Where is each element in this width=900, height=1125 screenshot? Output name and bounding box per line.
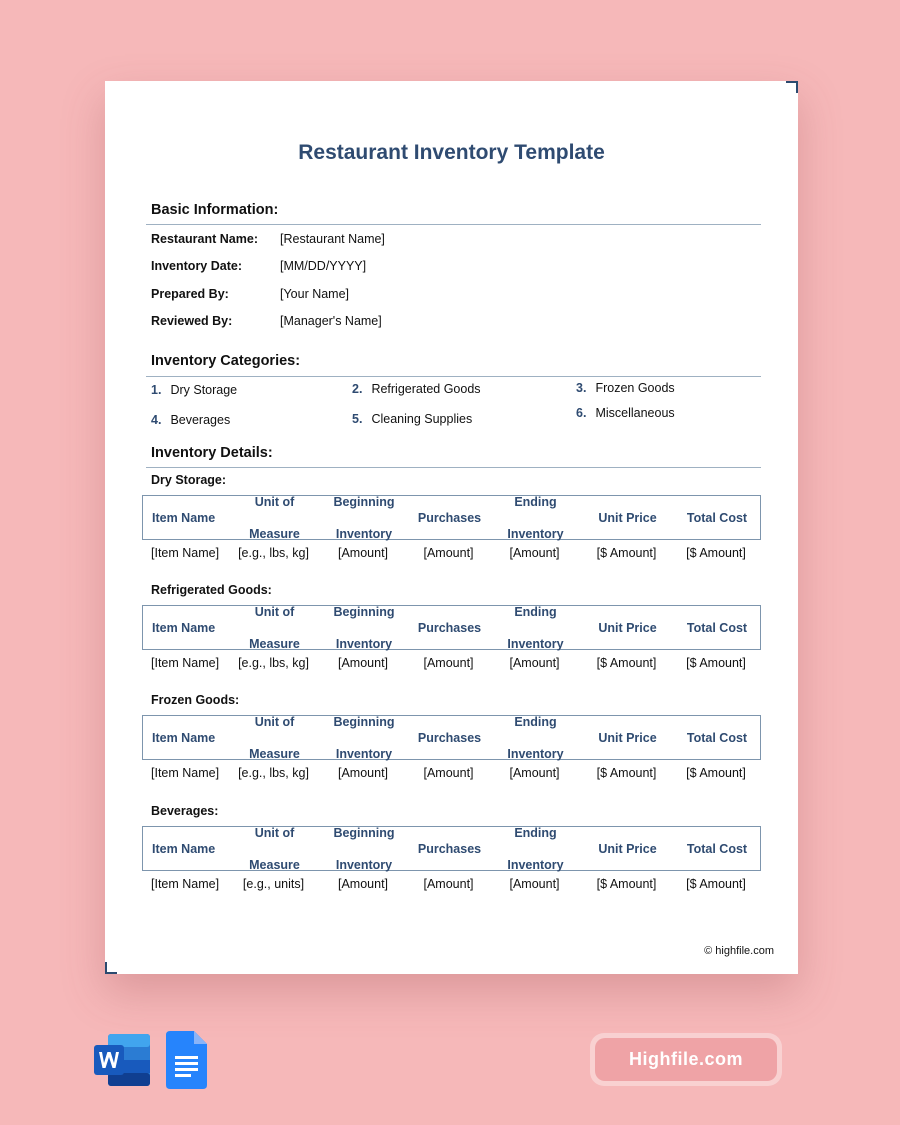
- category-number: 2.: [352, 382, 363, 396]
- category-number: 6.: [576, 406, 587, 420]
- category-label: Miscellaneous: [595, 406, 675, 420]
- field-label: Prepared By:: [151, 287, 229, 301]
- field-label: Restaurant Name:: [151, 232, 258, 246]
- column-header: Beginning Inventory: [333, 714, 395, 761]
- category-number: 5.: [352, 412, 363, 426]
- field-value: [Manager's Name]: [280, 314, 382, 328]
- category-item: [352, 382, 481, 396]
- category-label: Dry Storage: [170, 383, 238, 397]
- table-cell: [$ Amount]: [686, 656, 746, 670]
- google-docs-icon: [166, 1031, 207, 1089]
- table-cell: [Amount]: [509, 877, 560, 891]
- column-header: Unit Price: [598, 510, 657, 525]
- field-label: Inventory Date:: [151, 259, 242, 273]
- column-header: Ending Inventory: [507, 494, 564, 541]
- column-header: Unit of Measure: [249, 604, 300, 651]
- brand-badge[interactable]: [590, 1033, 782, 1086]
- table-row: [142, 766, 759, 784]
- field-label: Reviewed By:: [151, 314, 233, 328]
- table-cell: [e.g., lbs, kg]: [238, 656, 309, 670]
- category-number: 1.: [151, 383, 162, 397]
- column-header: Item Name: [152, 730, 216, 745]
- table-cell: [Amount]: [337, 877, 389, 891]
- category-label: Refrigerated Goods: [371, 382, 481, 396]
- table-cell: [$ Amount]: [596, 766, 657, 780]
- table-cell: [Amount]: [423, 656, 474, 670]
- divider: [146, 224, 761, 225]
- table-header: [142, 605, 761, 650]
- divider: [146, 376, 761, 377]
- category-label: Cleaning Supplies: [371, 412, 473, 426]
- basic-info-heading: Basic Information:: [151, 202, 279, 218]
- table-cell: [Amount]: [423, 877, 474, 891]
- section-title-refrigerated-goods: Refrigerated Goods:: [151, 583, 272, 597]
- category-item: [151, 383, 237, 397]
- column-header: Beginning Inventory: [333, 494, 395, 541]
- category-item: [576, 381, 675, 395]
- table-cell: [$ Amount]: [686, 546, 746, 560]
- column-header: Unit of Measure: [249, 494, 300, 541]
- category-item: [576, 406, 675, 420]
- column-header: Total Cost: [686, 620, 748, 635]
- field-value: [MM/DD/YYYY]: [280, 259, 367, 273]
- table-cell: [e.g., lbs, kg]: [238, 546, 309, 560]
- table-row: [142, 546, 759, 564]
- table-cell: [Item Name]: [151, 766, 220, 780]
- category-item: [151, 413, 230, 427]
- category-number: 4.: [151, 413, 162, 427]
- column-header: Item Name: [152, 620, 216, 635]
- table-cell: [Amount]: [337, 656, 389, 670]
- table-cell: [$ Amount]: [596, 877, 657, 891]
- column-header: Total Cost: [686, 510, 748, 525]
- table-cell: [e.g., units]: [242, 877, 305, 891]
- corner-mark: [105, 962, 117, 974]
- column-header: Total Cost: [686, 841, 748, 856]
- brand-label: Highfile.com: [595, 1038, 777, 1081]
- table-cell: [$ Amount]: [596, 546, 657, 560]
- category-label: Frozen Goods: [595, 381, 675, 395]
- table-cell: [$ Amount]: [686, 766, 746, 780]
- divider: [146, 467, 761, 468]
- table-cell: [Amount]: [509, 546, 560, 560]
- table-cell: [$ Amount]: [686, 877, 746, 891]
- table-header: [142, 826, 761, 871]
- column-header: Unit Price: [598, 620, 657, 635]
- table-cell: [Amount]: [509, 766, 560, 780]
- table-cell: [Amount]: [509, 656, 560, 670]
- table-cell: [Amount]: [423, 766, 474, 780]
- table-cell: [Amount]: [423, 546, 474, 560]
- table-cell: [Item Name]: [151, 877, 220, 891]
- column-header: Item Name: [152, 841, 216, 856]
- table-row: [142, 656, 759, 674]
- document-page: [105, 81, 798, 974]
- table-cell: [e.g., lbs, kg]: [238, 766, 309, 780]
- details-heading: Inventory Details:: [151, 445, 273, 461]
- column-header: Unit of Measure: [249, 714, 300, 761]
- field-value: [Your Name]: [280, 287, 350, 301]
- column-header: Purchases: [417, 841, 482, 856]
- category-item: [352, 412, 472, 426]
- column-header: Item Name: [152, 510, 216, 525]
- categories-heading: Inventory Categories:: [151, 353, 301, 369]
- table-cell: [Amount]: [337, 766, 389, 780]
- table-cell: [$ Amount]: [596, 656, 657, 670]
- word-icon: [94, 1032, 152, 1088]
- category-label: Beverages: [170, 413, 231, 427]
- corner-mark: [786, 81, 798, 93]
- copyright-text: © highfile.com: [704, 945, 774, 957]
- table-cell: [Amount]: [337, 546, 389, 560]
- column-header: Unit Price: [598, 841, 657, 856]
- table-row: [142, 877, 759, 895]
- field-value: [Restaurant Name]: [280, 232, 385, 246]
- section-title-dry-storage: Dry Storage:: [151, 473, 227, 487]
- column-header: Beginning Inventory: [333, 825, 395, 872]
- column-header: Unit of Measure: [249, 825, 300, 872]
- section-title-frozen-goods: Frozen Goods:: [151, 693, 240, 707]
- column-header: Unit Price: [598, 730, 657, 745]
- column-header: Purchases: [417, 730, 482, 745]
- table-header: [142, 495, 761, 540]
- column-header: Beginning Inventory: [333, 604, 395, 651]
- category-number: 3.: [576, 381, 587, 395]
- table-cell: [Item Name]: [151, 656, 220, 670]
- table-cell: [Item Name]: [151, 546, 220, 560]
- column-header: Ending Inventory: [507, 604, 564, 651]
- column-header: Ending Inventory: [507, 714, 564, 761]
- column-header: Purchases: [417, 510, 482, 525]
- column-header: Total Cost: [686, 730, 748, 745]
- column-header: Purchases: [417, 620, 482, 635]
- column-header: Ending Inventory: [507, 825, 564, 872]
- document-title: Restaurant Inventory Template: [298, 141, 605, 164]
- table-header: [142, 715, 761, 760]
- section-title-beverages: Beverages:: [151, 804, 219, 818]
